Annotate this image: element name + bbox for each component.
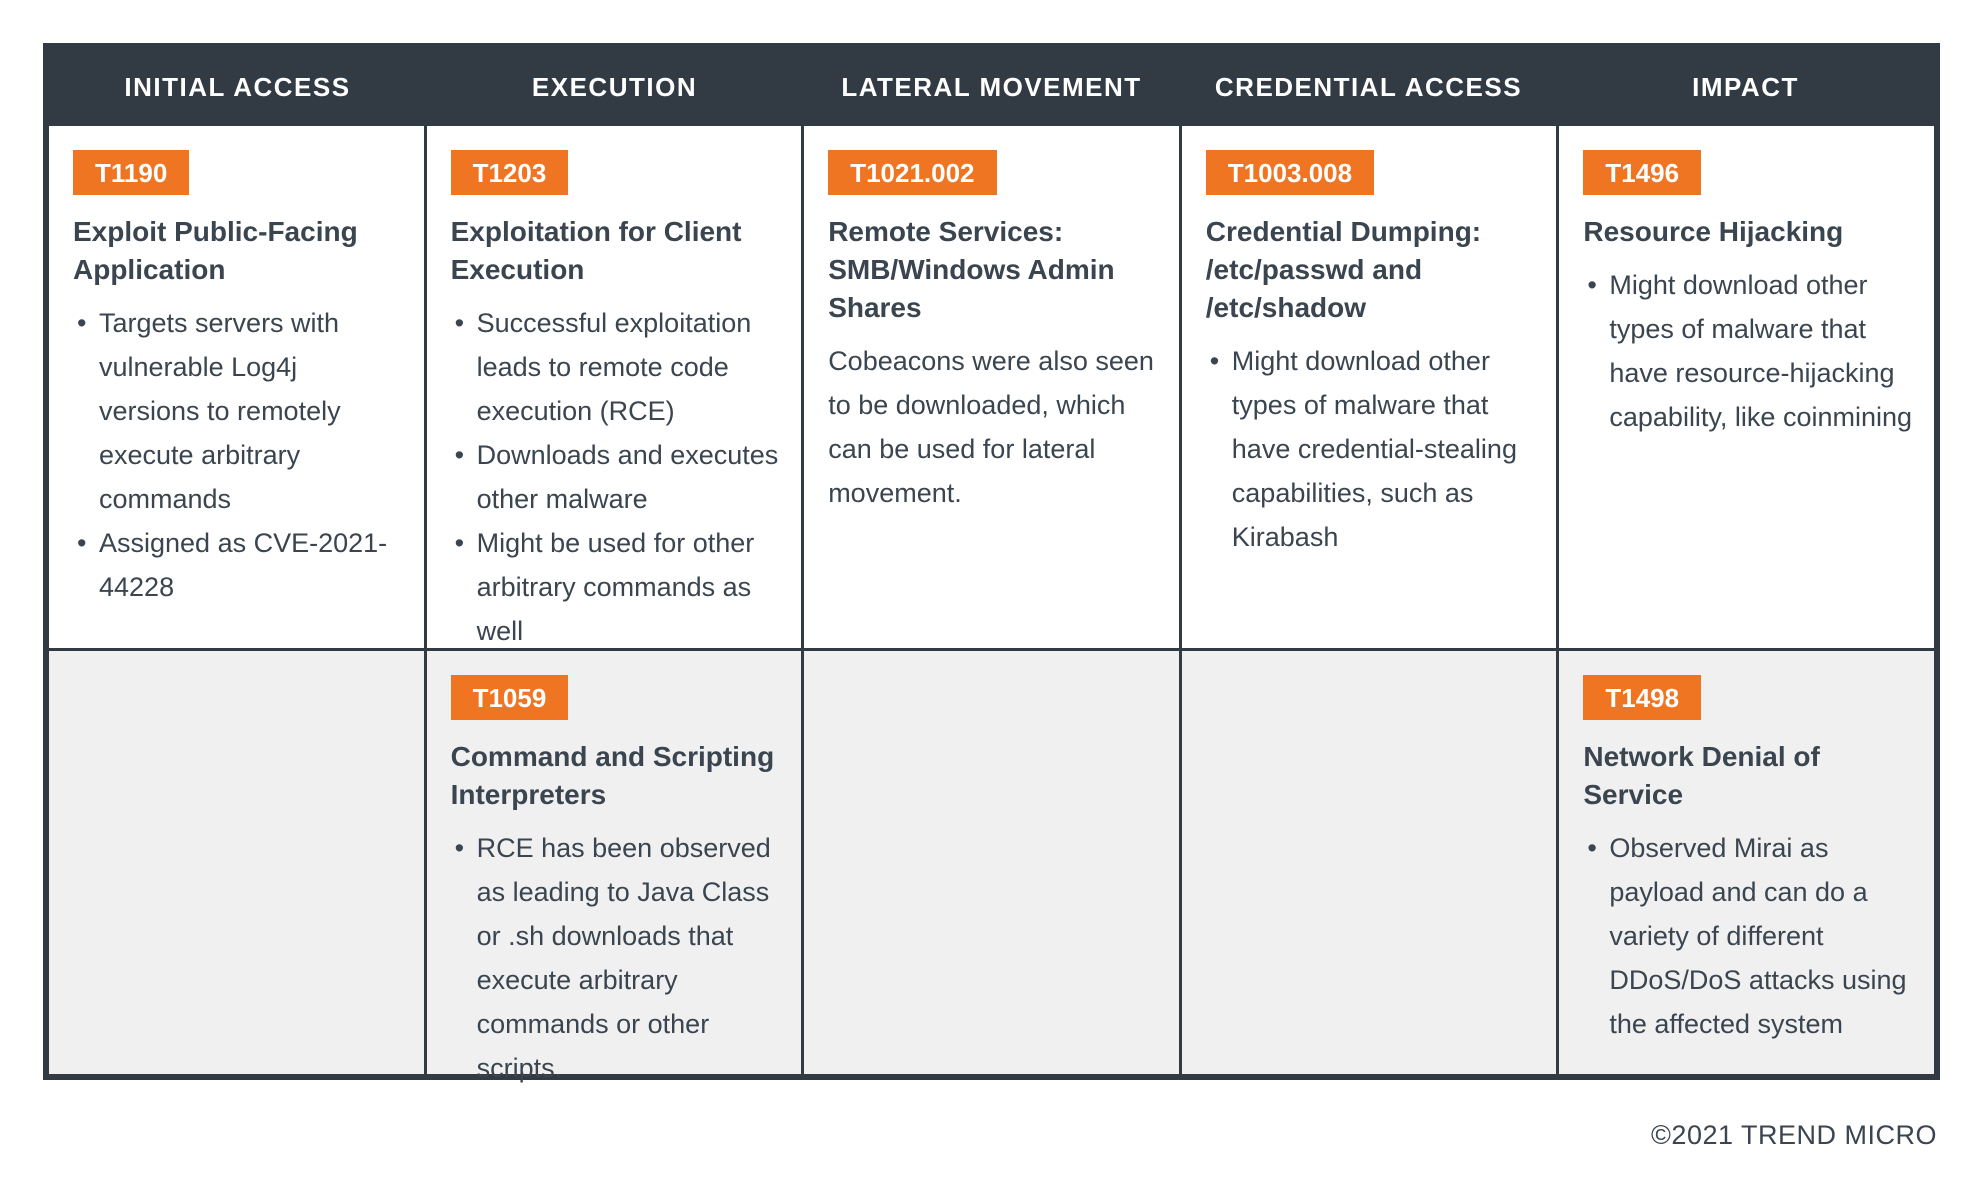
technique-details-list (73, 301, 404, 609)
technique-title: Exploit Public-Facing Application (73, 216, 358, 285)
cell-credential-access-row2-empty (1179, 651, 1557, 1074)
attack-techniques-table (43, 43, 1940, 1083)
technique-title: Credential Dumping: /etc/passwd and /etc/shadow (1205, 216, 1482, 323)
technique-id-badge-t1003-008: T1003.008 (1206, 150, 1374, 195)
table-body-row-2 (49, 648, 1934, 1083)
technique-id-badge-t1203: T1203 (451, 150, 569, 195)
cell-credential-access-row1 (1179, 126, 1557, 648)
cell-execution-row1 (424, 126, 802, 648)
technique-title: Network Denial of Service (1583, 741, 1820, 810)
technique-title: Exploitation for Client Execution (450, 216, 742, 285)
technique-detail-item: • Might download other types of malware that have credential-stealing capabilities, such as Kirabash (1206, 339, 1537, 559)
cell-initial-access-row2-empty (49, 651, 424, 1074)
column-header-credential-access: CREDENTIAL ACCESS (1214, 72, 1523, 102)
column-header-initial-access: INITIAL ACCESS (124, 72, 351, 102)
technique-detail-item: • Assigned as CVE-2021-44228 (73, 521, 404, 609)
technique-title: Resource Hijacking (1583, 216, 1844, 247)
technique-detail-item: • Downloads and executes other malware (451, 433, 782, 521)
technique-detail-paragraph: Cobeacons were also seen to be downloaded, which can be used for lateral movement. (828, 346, 1154, 508)
technique-id-badge-t1496: T1496 (1583, 150, 1701, 195)
column-header-impact: IMPACT (1692, 72, 1799, 102)
technique-details-list (1583, 826, 1914, 1046)
technique-detail-item: • Might be used for other arbitrary commands as well (451, 521, 782, 653)
column-header-execution: EXECUTION (531, 72, 698, 102)
column-header-lateral-movement: LATERAL MOVEMENT (841, 72, 1142, 102)
copyright-text: ©2021 TREND MICRO (1651, 1120, 1937, 1150)
table-body-row-1 (49, 126, 1934, 648)
technique-detail-item: • Successful exploitation leads to remote code execution (RCE) (451, 301, 782, 433)
cell-impact-row2 (1556, 651, 1934, 1074)
cell-initial-access-row1 (49, 126, 424, 648)
technique-id-badge-t1021-002: T1021.002 (828, 150, 996, 195)
cell-execution-row2 (424, 651, 802, 1083)
technique-id-badge-t1190: T1190 (73, 150, 189, 195)
technique-detail-item: • Observed Mirai as payload and can do a variety of different DDoS/DoS attacks using the affected system (1583, 826, 1914, 1046)
technique-detail-item: • Might download other types of malware that have resource-hijacking capability, like coinmining (1583, 263, 1914, 439)
technique-detail-item: • RCE has been observed as leading to Java Class or .sh downloads that execute arbitrary commands or other scripts. (451, 826, 782, 1090)
technique-detail-item: • Targets servers with vulnerable Log4j versions to remotely execute arbitrary commands (73, 301, 404, 521)
table-header-row (49, 49, 1934, 126)
technique-id-badge-t1059: T1059 (451, 675, 569, 720)
technique-id-badge-t1498: T1498 (1583, 675, 1701, 720)
technique-details-list (1583, 263, 1914, 439)
technique-title: Command and Scripting Interpreters (450, 741, 775, 810)
technique-details-list (451, 826, 782, 1090)
cell-lateral-movement-row2-empty (801, 651, 1179, 1074)
technique-details-list (451, 301, 782, 653)
technique-title: Remote Services: SMB/Windows Admin Shares (828, 216, 1115, 323)
cell-lateral-movement-row1 (801, 126, 1179, 648)
technique-details-list (1206, 339, 1537, 559)
cell-impact-row1 (1556, 126, 1934, 648)
